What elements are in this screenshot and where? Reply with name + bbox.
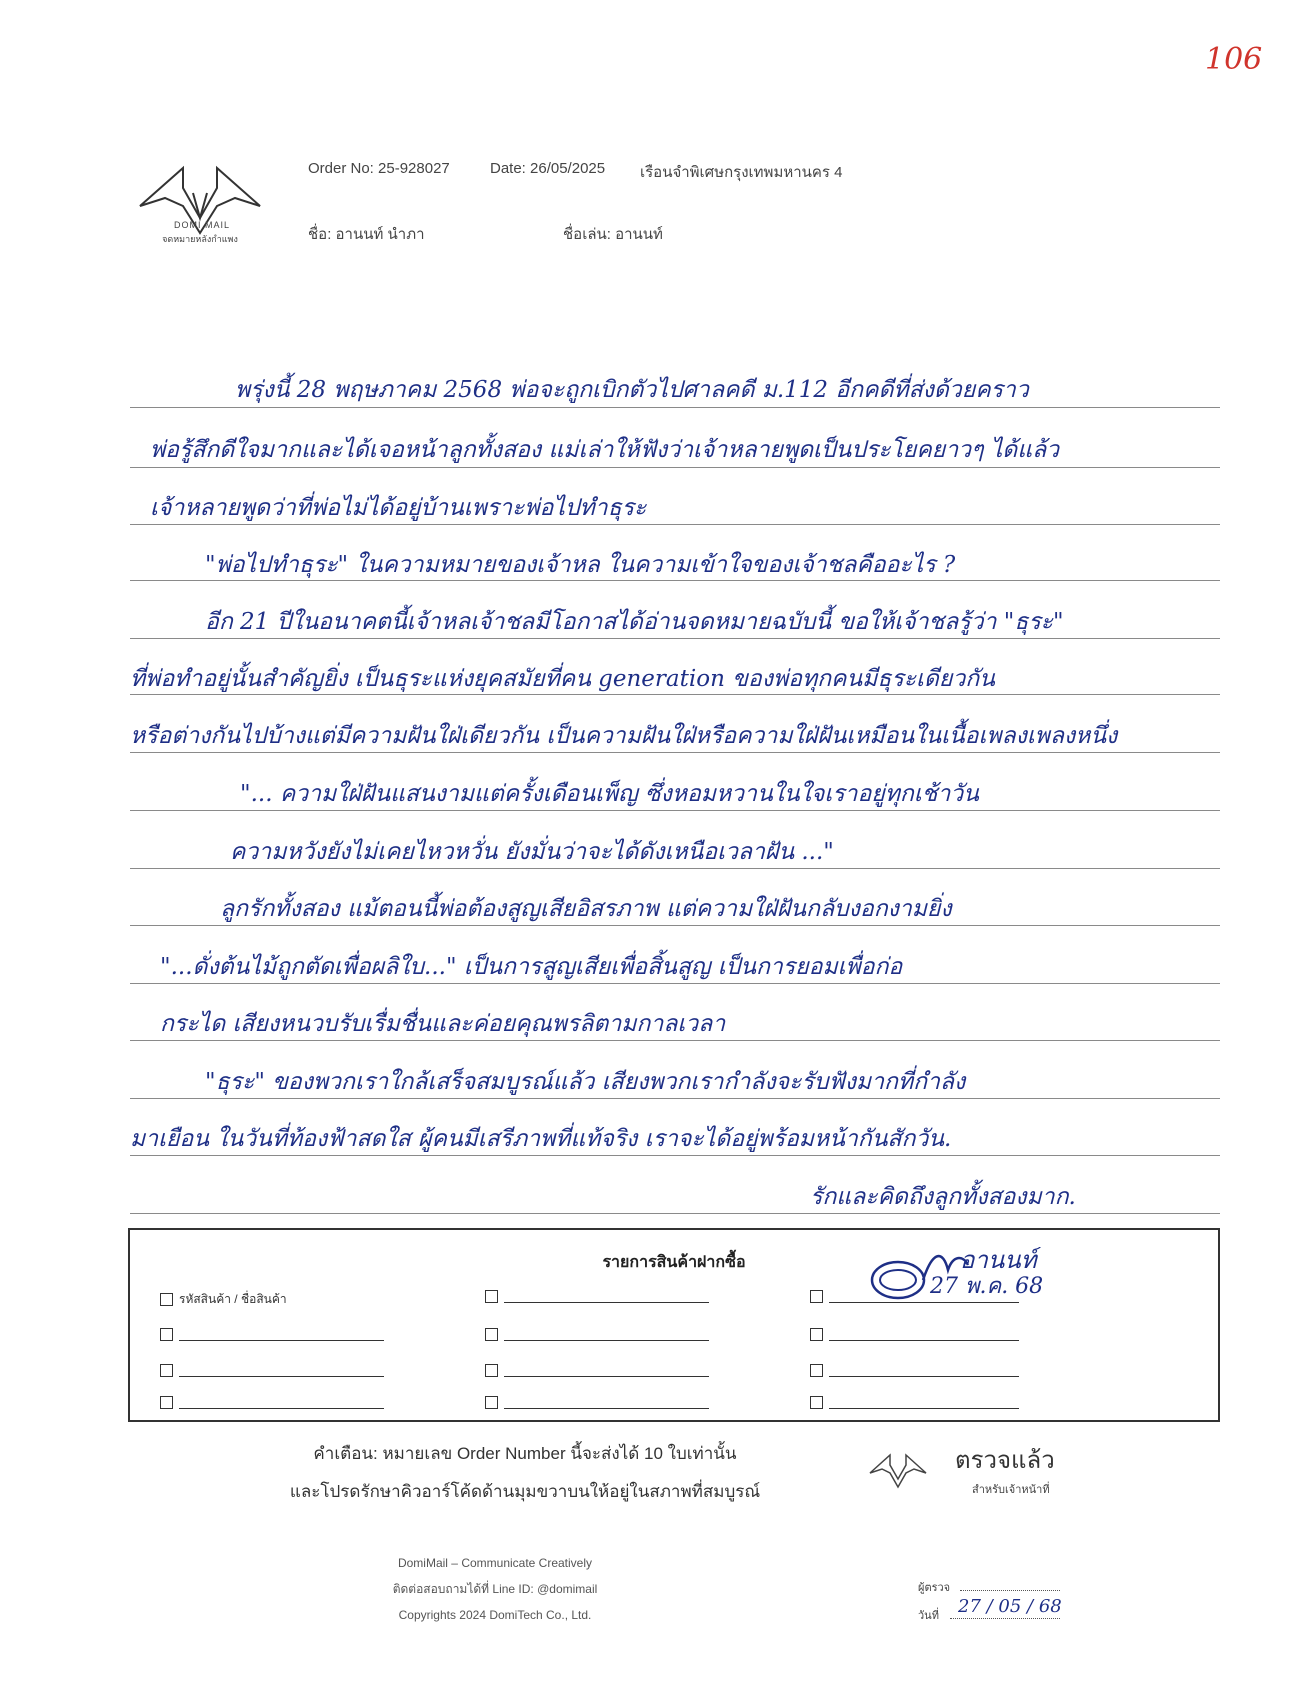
order-items-box [128, 1228, 1220, 1422]
order-item-1[interactable] [160, 1290, 287, 1309]
letter-line: "...ดั่งต้นไม้ถูกตัดเพื่อผลิใบ..." เป็นการสูญเสียเพื่อสิ้นสูญ เป็นการยอมเพื่อก่อ [160, 954, 903, 980]
checkbox[interactable] [810, 1364, 823, 1377]
checkbox[interactable] [485, 1290, 498, 1303]
checkbox[interactable] [160, 1396, 173, 1409]
checkbox[interactable] [160, 1364, 173, 1377]
warning-line-2: และโปรดรักษาคิวอาร์โค้ดด้านมุมขวาบนให้อยู่ในสภาพที่สมบูรณ์ [289, 1482, 761, 1501]
checkbox[interactable] [810, 1290, 823, 1303]
letter-line: ที่พ่อทำอยู่นั้นสำคัญยิ่ง เป็นธุระแห่งยุคสมัยที่คน generation ของพ่อทุกคนมีธุระเดียวกัน [130, 666, 995, 692]
order-item[interactable] [160, 1328, 384, 1341]
order-item[interactable] [485, 1290, 709, 1303]
order-item[interactable] [160, 1364, 384, 1377]
letter-line: "พ่อไปทำธุระ" ในความหมายของเจ้าหล ในความเข้าใจของเจ้าชลคืออะไร ? [205, 552, 956, 578]
order-item-label: รหัสสินค้า / ชื่อสินค้า [179, 1292, 287, 1306]
checkbox[interactable] [485, 1328, 498, 1341]
inspector-label: ผู้ตรวจ [918, 1582, 951, 1594]
order-item[interactable] [485, 1364, 709, 1377]
page-number: 106 [1205, 42, 1263, 77]
sender-nickname: ชื่อเล่น: อานนท์ [563, 226, 663, 243]
letter-line: ความหวังยังไม่เคยไหวหวั่น ยังมั่นว่าจะได้ดังเหนือเวลาฝัน ..." [230, 839, 834, 865]
signature-name: อานนท์ [960, 1246, 1037, 1274]
letter-line: พรุ่งนี้ 28 พฤษภาคม 2568 พ่อจะถูกเบิกตัวไปศาลคดี ม.112 อีกคดีที่ส่งด้วยคราว [235, 377, 1029, 403]
checked-logo-icon [868, 1445, 928, 1493]
inspection-date: 27 / 05 / 68 [958, 1596, 1062, 1617]
signature-date: 27 พ.ค. 68 [930, 1274, 1044, 1299]
logo-subtext: จดหมายหลังกำแพง [162, 234, 238, 244]
footer [365, 1550, 625, 1628]
checked-title: ตรวจแล้ว [955, 1447, 1055, 1474]
checkbox[interactable] [160, 1293, 173, 1306]
domimail-logo [135, 148, 265, 248]
prison-name: เรือนจำพิเศษกรุงเทพมหานคร 4 [640, 164, 843, 181]
checkbox[interactable] [160, 1328, 173, 1341]
checked-subtitle: สำหรับเจ้าหน้าที่ [972, 1484, 1050, 1496]
date-label: วันที่ [918, 1610, 939, 1622]
letter-line: มาเยือน ในวันที่ท้องฟ้าสดใส ผู้คนมีเสรีภาพที่แท้จริง เราจะได้อยู่พร้อมหน้ากันสักวัน. [130, 1126, 952, 1152]
date-line [950, 1618, 1060, 1619]
letter-line: กระได เสียงหนวบรับเรื่มชื่นและค่อยคุณพรลิตามกาลเวลา [160, 1011, 726, 1037]
order-item[interactable] [160, 1396, 384, 1409]
footer-contact: ติดต่อสอบถามได้ที่ Line ID: @domimail [392, 1582, 598, 1596]
letter-line: ลูกรักทั้งสอง แม้ตอนนี้พ่อต้องสูญเสียอิสรภาพ แต่ความใฝ่ฝันกลับงอกงามยิ่ง [220, 896, 952, 922]
letter-line: เจ้าหลายพูดว่าที่พ่อไม่ได้อยู่บ้านเพราะพ่อไปทำธุระ [150, 495, 647, 521]
logo-text: DOMI MAIL [173, 220, 230, 230]
checkbox[interactable] [485, 1396, 498, 1409]
inspector-line [960, 1590, 1060, 1591]
checkbox[interactable] [810, 1396, 823, 1409]
order-item[interactable] [485, 1328, 709, 1341]
footer-copyright: Copyrights 2024 DomiTech Co., Ltd. [398, 1608, 592, 1622]
order-item[interactable] [810, 1328, 1019, 1341]
letter-line: "ธุระ" ของพวกเราใกล้เสร็จสมบูรณ์แล้ว เสียงพวกเรากำลังจะรับฟังมากที่กำลัง [205, 1069, 966, 1095]
letter-line: อีก 21 ปีในอนาคตนี้เจ้าหลเจ้าชลมีโอกาสได้อ่านจดหมายฉบับนี้ ขอให้เจ้าชลรู้ว่า "ธุระ" [205, 609, 1064, 635]
letter-closing: รักและคิดถึงลูกทั้งสองมาก. [810, 1184, 1076, 1210]
order-item[interactable] [810, 1396, 1019, 1409]
order-number: Order No: 25-928027 [308, 160, 450, 177]
warning-line-1: คำเตือน: หมายเลข Order Number นี้จะส่งได้ 10 ใบเท่านั้น [313, 1444, 737, 1463]
checkbox[interactable] [810, 1328, 823, 1341]
order-item[interactable] [810, 1364, 1019, 1377]
checkbox[interactable] [485, 1364, 498, 1377]
letter-line: หรือต่างกันไปบ้างแต่มีความฝันใฝ่เดียวกัน เป็นความฝันใฝ่หรือความใฝ่ฝันเหมือนในเนื้อเพลงเพลงหนึ่ง [130, 723, 1118, 749]
sender-name: ชื่อ: อานนท์ นำภา [308, 226, 425, 243]
order-item[interactable] [485, 1396, 709, 1409]
order-date: Date: 26/05/2025 [490, 160, 606, 177]
letter-line: "... ความใฝ่ฝันแสนงามแต่ครั้งเดือนเพ็ญ ซึ่งหอมหวานในใจเราอยู่ทุกเช้าวัน [240, 781, 979, 807]
order-box-title: รายการสินค้าฝากซื้อ [602, 1254, 746, 1271]
letter-line: พ่อรู้สึกดีใจมากและได้เจอหน้าลูกทั้งสอง แม่เล่าให้ฟังว่าเจ้าหลายพูดเป็นประโยคยาวๆ ได้แล้ว [150, 437, 1060, 463]
footer-tagline: DomiMail – Communicate Creatively [397, 1556, 593, 1570]
